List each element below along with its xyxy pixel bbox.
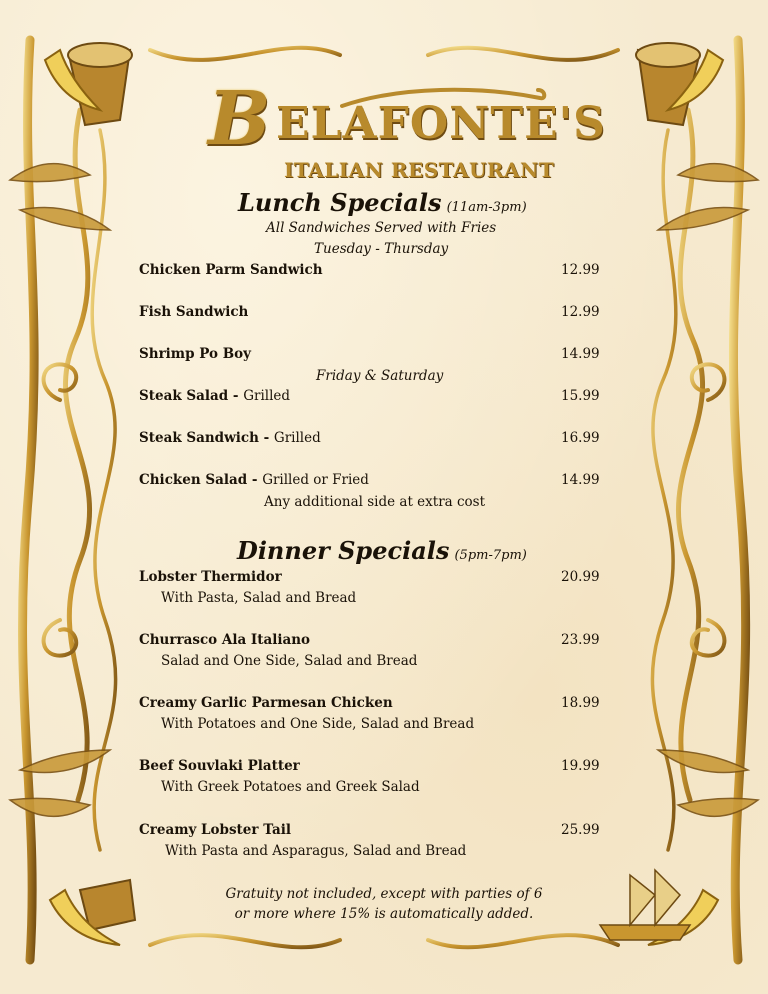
logo-name: ELAFONTE'S bbox=[276, 98, 606, 149]
lunch-title: Lunch Specials bbox=[238, 188, 442, 217]
list-item: Fish Sandwich bbox=[139, 304, 249, 320]
lunch-group2-label: Friday & Saturday bbox=[316, 368, 444, 384]
item-price: 16.99 bbox=[561, 430, 600, 446]
item-price: 19.99 bbox=[561, 758, 600, 774]
restaurant-logo bbox=[200, 76, 606, 192]
list-item: Lobster Thermidor bbox=[139, 569, 282, 585]
lunch-hours: (11am-3pm) bbox=[446, 200, 527, 215]
list-item: Chicken Parm Sandwich bbox=[139, 262, 323, 278]
list-item: Creamy Garlic Parmesan Chicken bbox=[139, 695, 393, 711]
item-price: 23.99 bbox=[561, 632, 600, 648]
list-item: Creamy Lobster Tail bbox=[139, 822, 291, 838]
item-price: 25.99 bbox=[561, 822, 600, 838]
lunch-note: All Sandwiches Served with Fries bbox=[266, 220, 497, 236]
list-item: Shrimp Po Boy bbox=[139, 346, 251, 362]
list-item: Steak Sandwich - Grilled bbox=[139, 430, 321, 446]
dinner-title: Dinner Specials bbox=[237, 536, 450, 565]
extra-side-note: Any additional side at extra cost bbox=[264, 494, 486, 510]
gratuity-note bbox=[214, 885, 554, 924]
gratuity-line-2: or more where 15% is automatically added. bbox=[234, 905, 534, 922]
gratuity-line-1: Gratuity not included, except with parties of 6 bbox=[225, 886, 543, 902]
list-item: Steak Salad - Grilled bbox=[139, 388, 291, 404]
lunch-group1-label: Tuesday - Thursday bbox=[314, 241, 449, 257]
item-description: With Potatoes and One Side, Salad and Bread bbox=[161, 716, 475, 732]
item-price: 15.99 bbox=[561, 388, 600, 404]
list-item: Chicken Salad - Grilled or Fried bbox=[139, 472, 369, 488]
list-item: Churrasco Ala Italiano bbox=[139, 632, 311, 648]
item-price: 18.99 bbox=[561, 695, 600, 711]
lunch-heading bbox=[238, 188, 527, 217]
item-description: With Pasta and Asparagus, Salad and Bread bbox=[165, 843, 467, 859]
item-description: With Greek Potatoes and Greek Salad bbox=[161, 779, 420, 795]
dinner-heading bbox=[237, 536, 527, 565]
item-price: 20.99 bbox=[561, 569, 600, 585]
item-description: With Pasta, Salad and Bread bbox=[161, 590, 357, 606]
dinner-hours: (5pm-7pm) bbox=[454, 548, 527, 563]
logo-initial: B bbox=[208, 76, 271, 162]
item-description: Salad and One Side, Salad and Bread bbox=[161, 653, 418, 669]
list-item: Beef Souvlaki Platter bbox=[139, 758, 300, 774]
item-price: 14.99 bbox=[561, 346, 600, 362]
item-price: 14.99 bbox=[561, 472, 600, 488]
item-price: 12.99 bbox=[561, 262, 600, 278]
item-price: 12.99 bbox=[561, 304, 600, 320]
logo-subtitle: ITALIAN RESTAURANT bbox=[284, 158, 555, 182]
